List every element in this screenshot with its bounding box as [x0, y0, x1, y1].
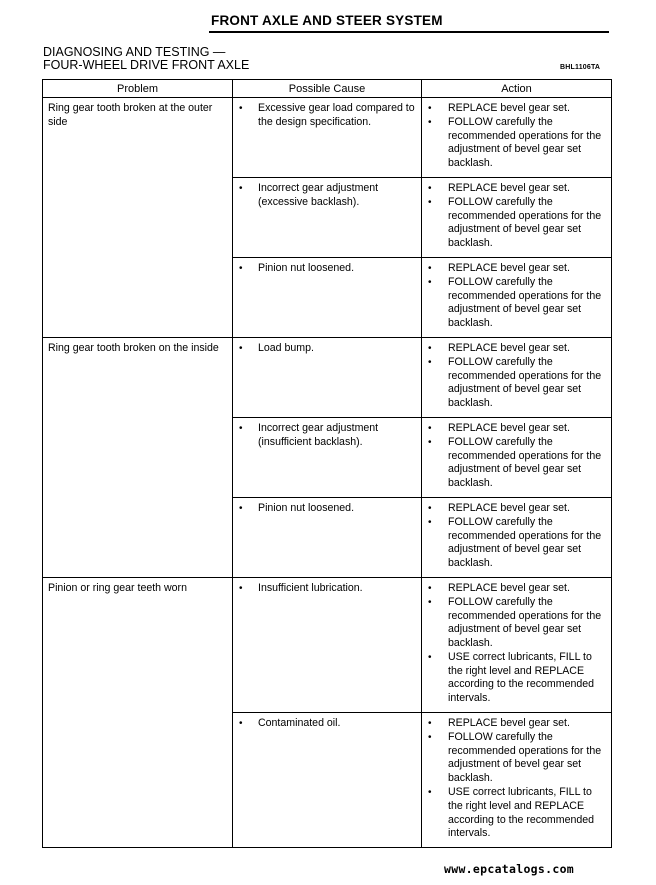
action-item: • FOLLOW carefully the recommended operations for the adjustment of bevel gear set backlash. [422, 596, 607, 651]
problem-cell [43, 337, 233, 577]
action-cell [422, 577, 612, 712]
cause-list [233, 98, 421, 136]
section-title [43, 46, 249, 72]
action-item: • USE correct lubricants, FILL to the right level and REPLACE according to the recommended intervals. [422, 651, 607, 706]
action-cell [422, 713, 612, 848]
cause-list [233, 418, 421, 456]
cause-cell [233, 497, 422, 577]
action-item: • REPLACE bevel gear set. [422, 502, 607, 516]
action-list [422, 578, 611, 712]
table-header-row [43, 80, 612, 98]
cause-list [233, 258, 421, 282]
column-header-cause: Possible Cause [233, 80, 422, 98]
cause-list [233, 338, 421, 362]
action-cell [422, 337, 612, 417]
action-item: • REPLACE bevel gear set. [422, 342, 607, 356]
action-cell [422, 257, 612, 337]
cause-cell [233, 337, 422, 417]
problem-cell [43, 98, 233, 338]
action-item: • REPLACE bevel gear set. [422, 182, 607, 196]
action-list [422, 98, 611, 177]
cause-item: • Incorrect gear adjustment (excessive backlash). [233, 182, 417, 210]
cause-list [233, 178, 421, 216]
page-header [209, 12, 609, 33]
action-list [422, 178, 611, 257]
section-title-line1: DIAGNOSING AND TESTING — [43, 45, 226, 59]
cause-item: • Incorrect gear adjustment (insufficient backlash). [233, 422, 417, 450]
cause-cell [233, 577, 422, 712]
diagnosis-table [42, 79, 612, 848]
column-header-action: Action [422, 80, 612, 98]
cause-item: • Load bump. [233, 342, 417, 356]
action-cell [422, 497, 612, 577]
table-row [43, 577, 612, 712]
cause-cell [233, 257, 422, 337]
cause-item: • Excessive gear load compared to the design specification. [233, 102, 417, 130]
action-item: • FOLLOW carefully the recommended operations for the adjustment of bevel gear set backlash. [422, 196, 607, 251]
cause-cell [233, 713, 422, 848]
cause-cell [233, 417, 422, 497]
column-header-problem: Problem [43, 80, 233, 98]
action-item: • FOLLOW carefully the recommended operations for the adjustment of bevel gear set backlash. [422, 276, 607, 331]
figure-reference: BHL1106TA [560, 64, 601, 71]
action-item: • USE correct lubricants, FILL to the right level and REPLACE according to the recommended intervals. [422, 786, 607, 841]
problem-text: Pinion or ring gear teeth worn [48, 581, 187, 594]
action-item: • REPLACE bevel gear set. [422, 582, 607, 596]
table-row [43, 98, 612, 178]
problem-cell [43, 577, 233, 847]
table-row [43, 337, 612, 417]
action-item: • FOLLOW carefully the recommended operations for the adjustment of bevel gear set backlash. [422, 436, 607, 491]
action-item: • REPLACE bevel gear set. [422, 262, 607, 276]
cause-list [233, 713, 421, 737]
page-title: FRONT AXLE AND STEER SYSTEM [211, 13, 443, 28]
table-body [43, 98, 612, 848]
section-title-line2: FOUR-WHEEL DRIVE FRONT AXLE [43, 58, 250, 72]
action-item: • REPLACE bevel gear set. [422, 422, 607, 436]
cause-item: • Pinion nut loosened. [233, 502, 417, 516]
action-cell [422, 177, 612, 257]
action-list [422, 418, 611, 497]
problem-text: Ring gear tooth broken on the inside [48, 341, 219, 354]
cause-cell [233, 98, 422, 178]
action-item: • FOLLOW carefully the recommended operations for the adjustment of bevel gear set backlash. [422, 516, 607, 571]
action-list [422, 713, 611, 847]
action-list [422, 258, 611, 337]
problem-text: Ring gear tooth broken at the outer side [48, 102, 213, 128]
action-list [422, 338, 611, 417]
action-item: • FOLLOW carefully the recommended operations for the adjustment of bevel gear set backlash. [422, 731, 607, 786]
cause-item: • Pinion nut loosened. [233, 262, 417, 276]
action-cell [422, 417, 612, 497]
action-item: • REPLACE bevel gear set. [422, 102, 607, 116]
action-cell [422, 98, 612, 178]
action-item: • FOLLOW carefully the recommended operations for the adjustment of bevel gear set backlash. [422, 356, 607, 411]
cause-item: • Insufficient lubrication. [233, 582, 417, 596]
cause-list [233, 498, 421, 522]
footer-url: www.epcatalogs.com [444, 862, 575, 876]
cause-item: • Contaminated oil. [233, 717, 417, 731]
action-item: • REPLACE bevel gear set. [422, 717, 607, 731]
cause-cell [233, 177, 422, 257]
cause-list [233, 578, 421, 602]
action-list [422, 498, 611, 577]
action-item: • FOLLOW carefully the recommended operations for the adjustment of bevel gear set backlash. [422, 116, 607, 171]
